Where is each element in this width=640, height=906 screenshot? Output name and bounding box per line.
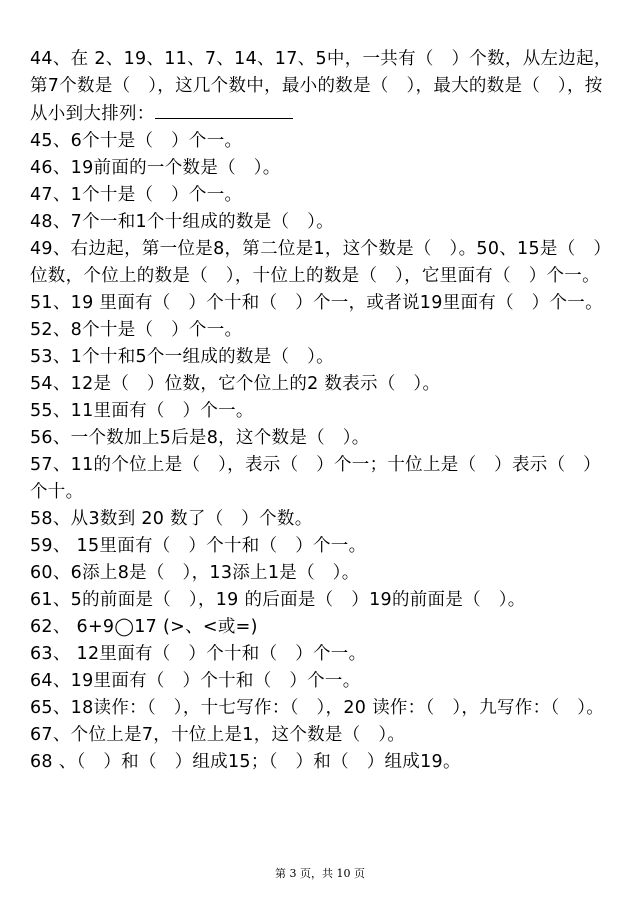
question-53: 53、1个十和5个一组成的数是（ ）。 (30, 347, 334, 367)
question-67: 67、个位上是7，十位上是1，这个数是（ ）。 (30, 725, 406, 745)
question-48: 48、7个一和1个十组成的数是（ ）。 (30, 212, 334, 232)
question-64: 64、19里面有（ ）个十和（ ）个一。 (30, 671, 361, 691)
question-55: 55、11里面有（ ）个一。 (30, 401, 254, 421)
question-68: 68 、（ ）和（ ）组成15；（ ）和（ ）组成19。 (30, 752, 461, 772)
question-58: 58、从3数到 20 数了（ ）个数。 (30, 509, 313, 529)
question-59: 59、 15里面有（ ）个十和（ ）个一。 (30, 536, 367, 556)
question-54: 54、12是（ ）位数，它个位上的2 数表示（ ）。 (30, 374, 441, 394)
question-51: 51、19 里面有（ ）个十和（ ）个一，或者说19里面有（ ）个一。 (30, 293, 603, 313)
question-62: 62、 6+9◯17 (>、<或=) (30, 617, 258, 637)
question-49-50: 49、右边起，第一位是8，第二位是1，这个数是（ ）。50、15是（ ）位数，个位上的数是（ ），十位上的数是（ ），它里面有（ ）个一。 (30, 239, 612, 286)
question-text: 44、在 2、19、11、7、14、17、5中，一共有（ ）个数，从左边起，第7个数是（ ），这几个数中，最小的数是（ ），最大的数是（ ），按从小到大排列： (30, 49, 612, 124)
question-61: 61、5的前面是（ ），19 的后面是（ ）19的前面是（ ）。 (30, 590, 526, 610)
question-56: 56、一个数加上5后是8，这个数是（ ）。 (30, 428, 370, 448)
page-footer: 第 3 页，共 10 页 (275, 867, 365, 880)
question-65: 65、18读作：（ ），十七写作：（ ），20 读作：（ ），九写作：（ ）。 (30, 698, 605, 718)
answer-blank-line (155, 100, 293, 119)
question-44 (0, 0, 640, 128)
question-47: 47、1个十是（ ）个一。 (30, 185, 243, 205)
question-52: 52、8个十是（ ）个一。 (30, 320, 243, 340)
question-60: 60、6添上8是（ ），13添上1是（ ）。 (30, 563, 360, 583)
question-46: 46、19前面的一个数是（ ）。 (30, 158, 281, 178)
question-45: 45、6个十是（ ）个一。 (30, 131, 243, 151)
question-57: 57、11的个位上是（ ），表示（ ）个一；十位上是（ ）表示（ ）个十。 (30, 455, 601, 502)
question-63: 63、 12里面有（ ）个十和（ ）个一。 (30, 644, 367, 664)
